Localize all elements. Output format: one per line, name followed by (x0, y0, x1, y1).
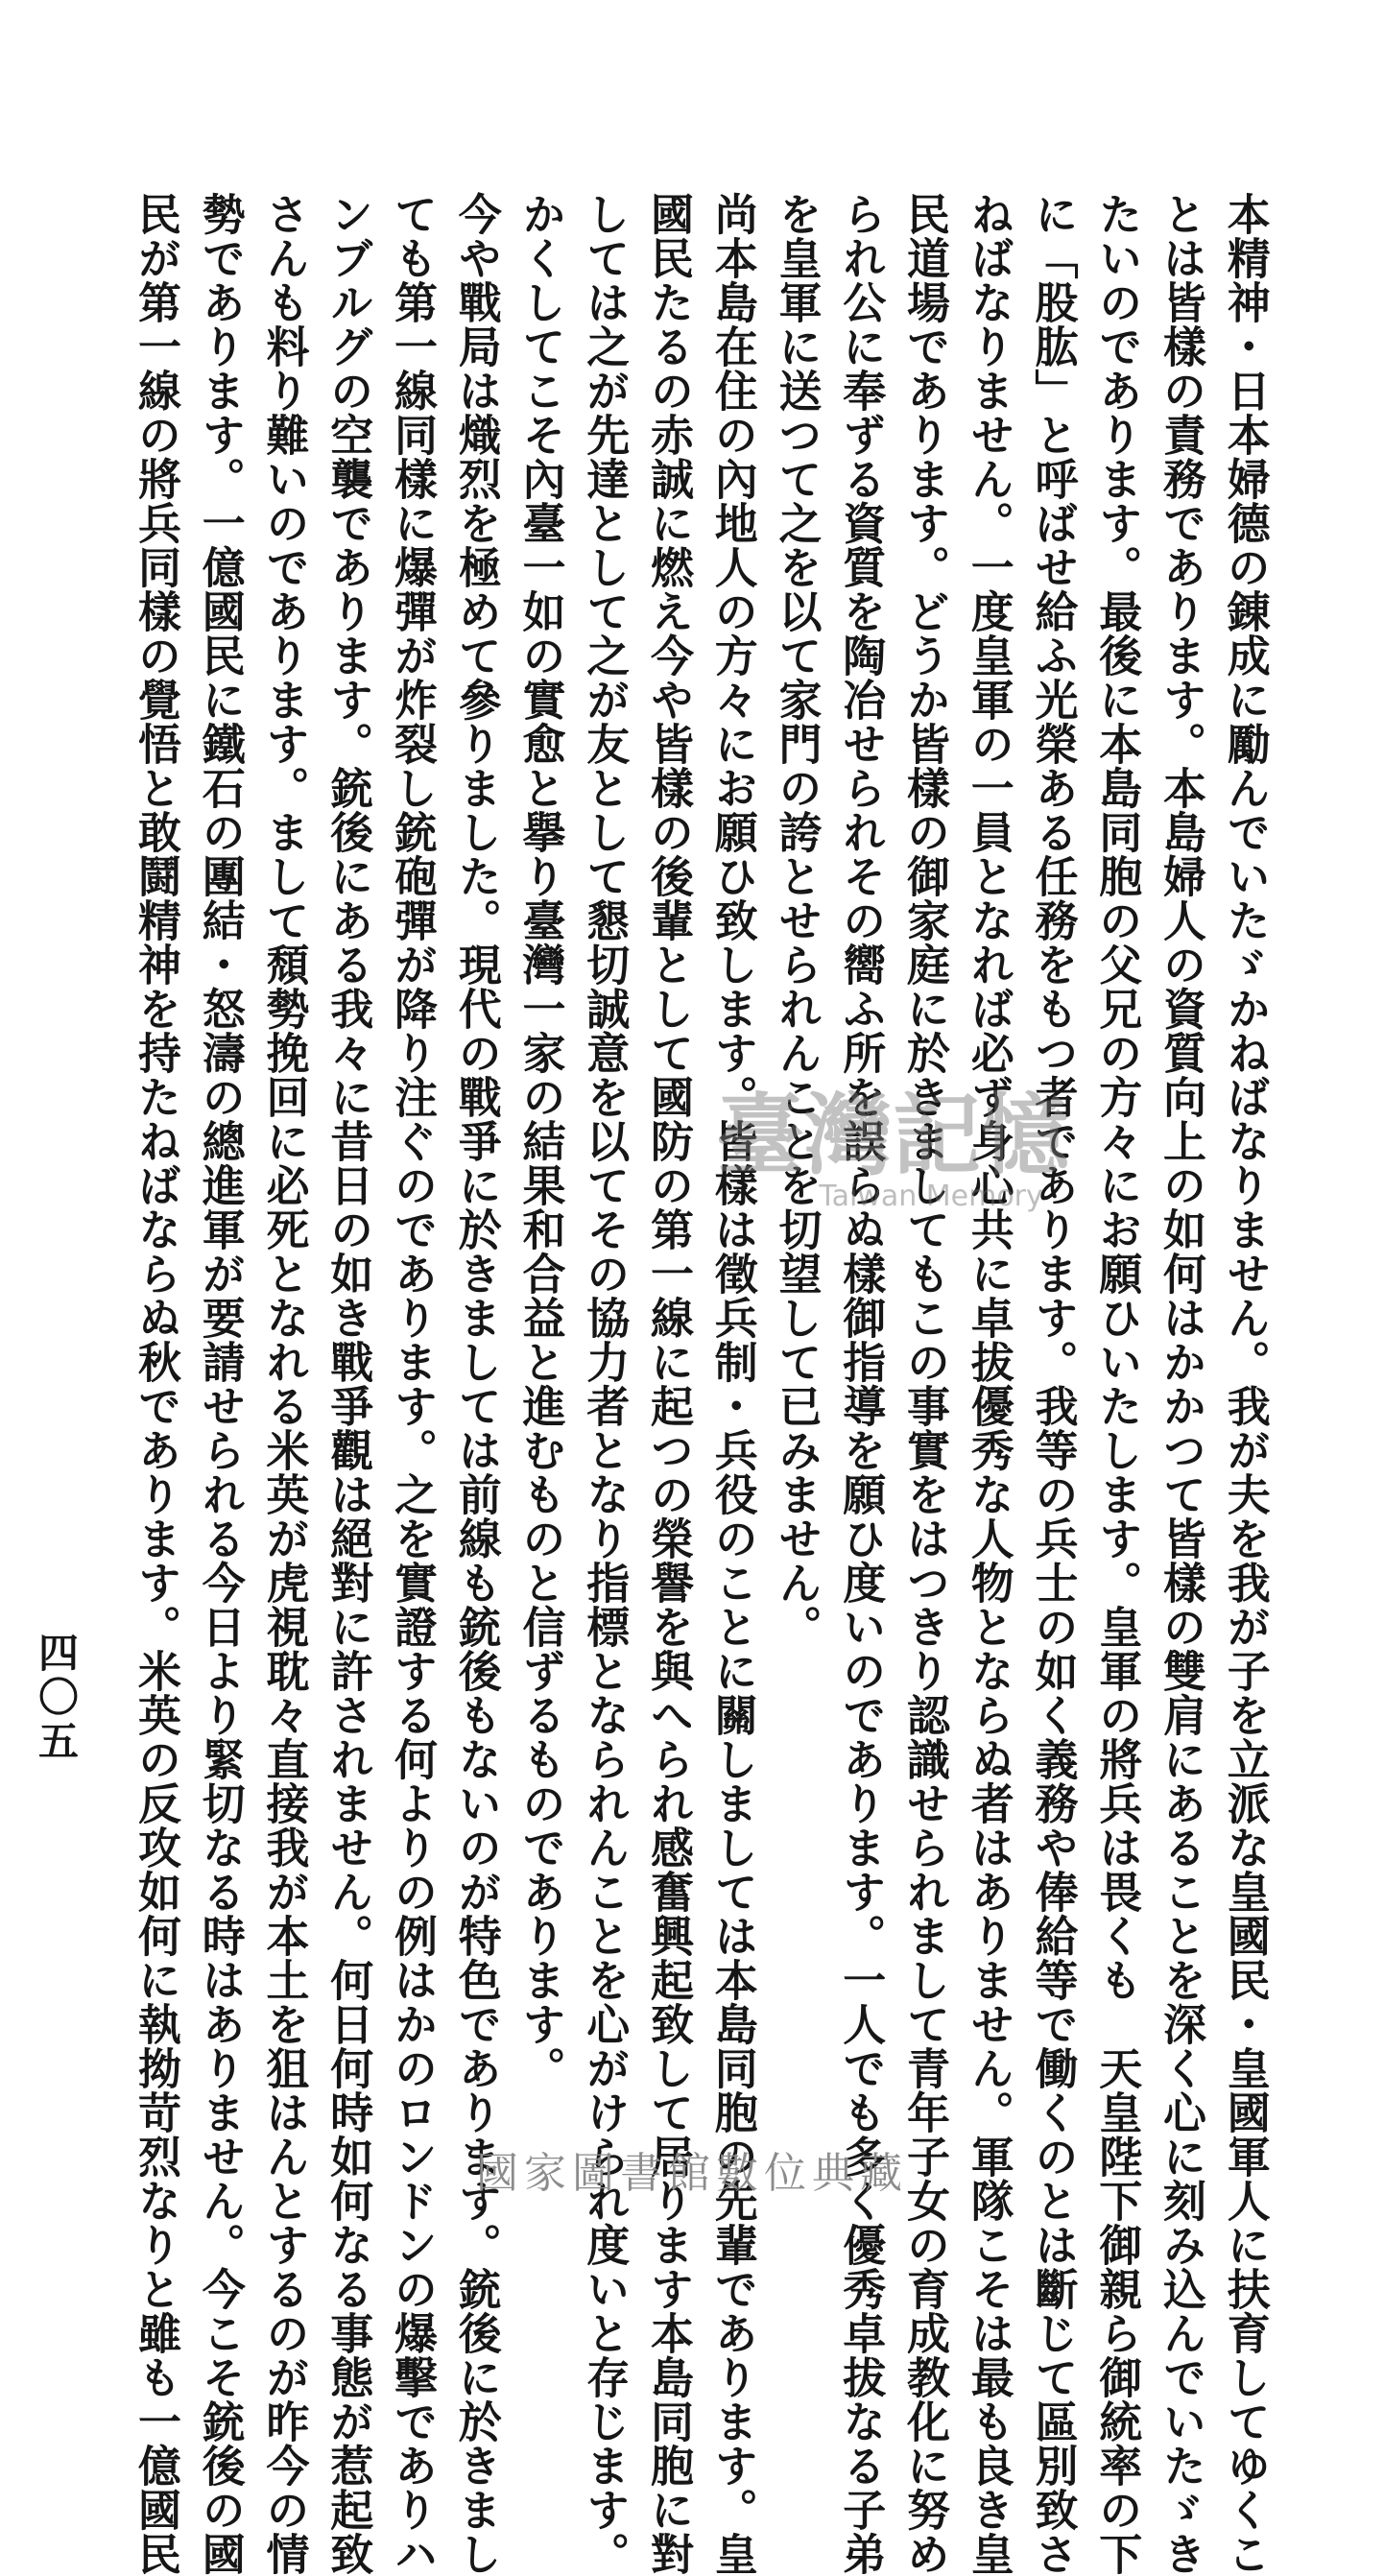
text-column: 勢であります。一億國民に鐵石の團結・怒濤の總進軍が要請せられる今日より緊切なる時はありません。今こそ銃後の國 (194, 192, 246, 2576)
text-column: たいのであります。最後に本島同胞の父兄の方々にお願ひいたします。皇軍の將兵は畏くも 天皇陛下御親ら御統率の下 (1091, 192, 1143, 2576)
svg-text:臺灣記憶: 臺灣記憶 (715, 1084, 1070, 1187)
text-column: かくしてこそ內臺一如の實愈と擧り臺灣一家の結果和合益と進むものと信ずるものであります。 (514, 192, 566, 2090)
text-column: を皇軍に送つて之を以て家門の誇とせられんことを切望して已みません。 (771, 192, 823, 1649)
text-column: 今や戰局は熾烈を極めて參りました。現代の戰爭に於きましては前線も銃後もないのが特色であります。銃後に於きまし (450, 192, 502, 2576)
text-column: 尚本島在住の內地人の方々にお願ひ致します。皆樣は徵兵制・兵役のことに關しましては本島同胞の先輩であります。皇 (706, 192, 758, 2576)
text-column: 民道場であります。どうか皆樣の御家庭に於きましてもこの事實をはつきり認識せられまして青年子女の育成教化に努め (899, 192, 950, 2576)
text-column: さんも料り難いのであります。まして頹勢挽回に必死となれる米英が虎視耽々直接我が本土を狙はんとするのが昨今の情 (258, 192, 310, 2576)
text-column: 本精神・日本婦德の錬成に勵んでいたゞかねばなりません。我が夫を我が子を立派な皇國民・皇國軍人に扶育してゆくこ (1219, 192, 1271, 2576)
taiwan-memory-watermark-logo (614, 1085, 1171, 1219)
text-column: とは皆樣の責務であります。本島婦人の資質向上の如何はかかつて皆樣の雙肩にあることを深く心に刻み込んでいたゞき (1156, 192, 1206, 2576)
page-number: 四〇五 (33, 1632, 80, 1764)
text-column: られ公に奉ずる資質を陶冶せられその嚮ふ所を誤らぬ樣御指導を願ひ度いのであります。一人でも多く優秀卓拔なる子弟 (835, 192, 887, 2576)
text-column: 民が第一線の將兵同樣の覺悟と敢鬪精神を持たねばならぬ秋であります。米英の反攻如何に執拗苛烈なりと雖も一億國民 (131, 192, 181, 2576)
text-column: しては之が先達として之が友として懇切誠意を以てその協力者となり指標となられんことを心がけられ度いと存じます。 (579, 192, 631, 2576)
svg-text:Taiwan Memory: Taiwan Memory (819, 1180, 1043, 1213)
text-column: ンブルグの空襲であります。銃後にある我々に昔日の如き戰爭觀は絕對に許されません。何日何時如何なる事態が惹起致 (322, 192, 374, 2576)
text-column: に「股肱」と呼ばせ給ふ光榮ある任務をもつ者であります。我等の兵士の如く義務や俸給等で働くのとは斷じて區別致さ (1027, 192, 1079, 2576)
footer-watermark: 國家圖書館數位典藏 (476, 2149, 908, 2198)
text-column: ても第一線同樣に爆彈が炸裂し銃砲彈が降り注ぐのであります。之を實證する何よりの例はかのロンドンの爆擊でありハ (387, 192, 438, 2576)
text-column: ねばなりません。一度皇軍の一員となれば必ず身心共に卓拔優秀な人物とならぬ者はありません。軍隊こそは最も良き皇 (963, 192, 1014, 2576)
text-column: 國民たるの赤誠に燃え今や皆樣の後輩として國防の第一線に起つの榮譽を與へられ感奮興起致して居ります本島同胞に對 (643, 192, 694, 2576)
